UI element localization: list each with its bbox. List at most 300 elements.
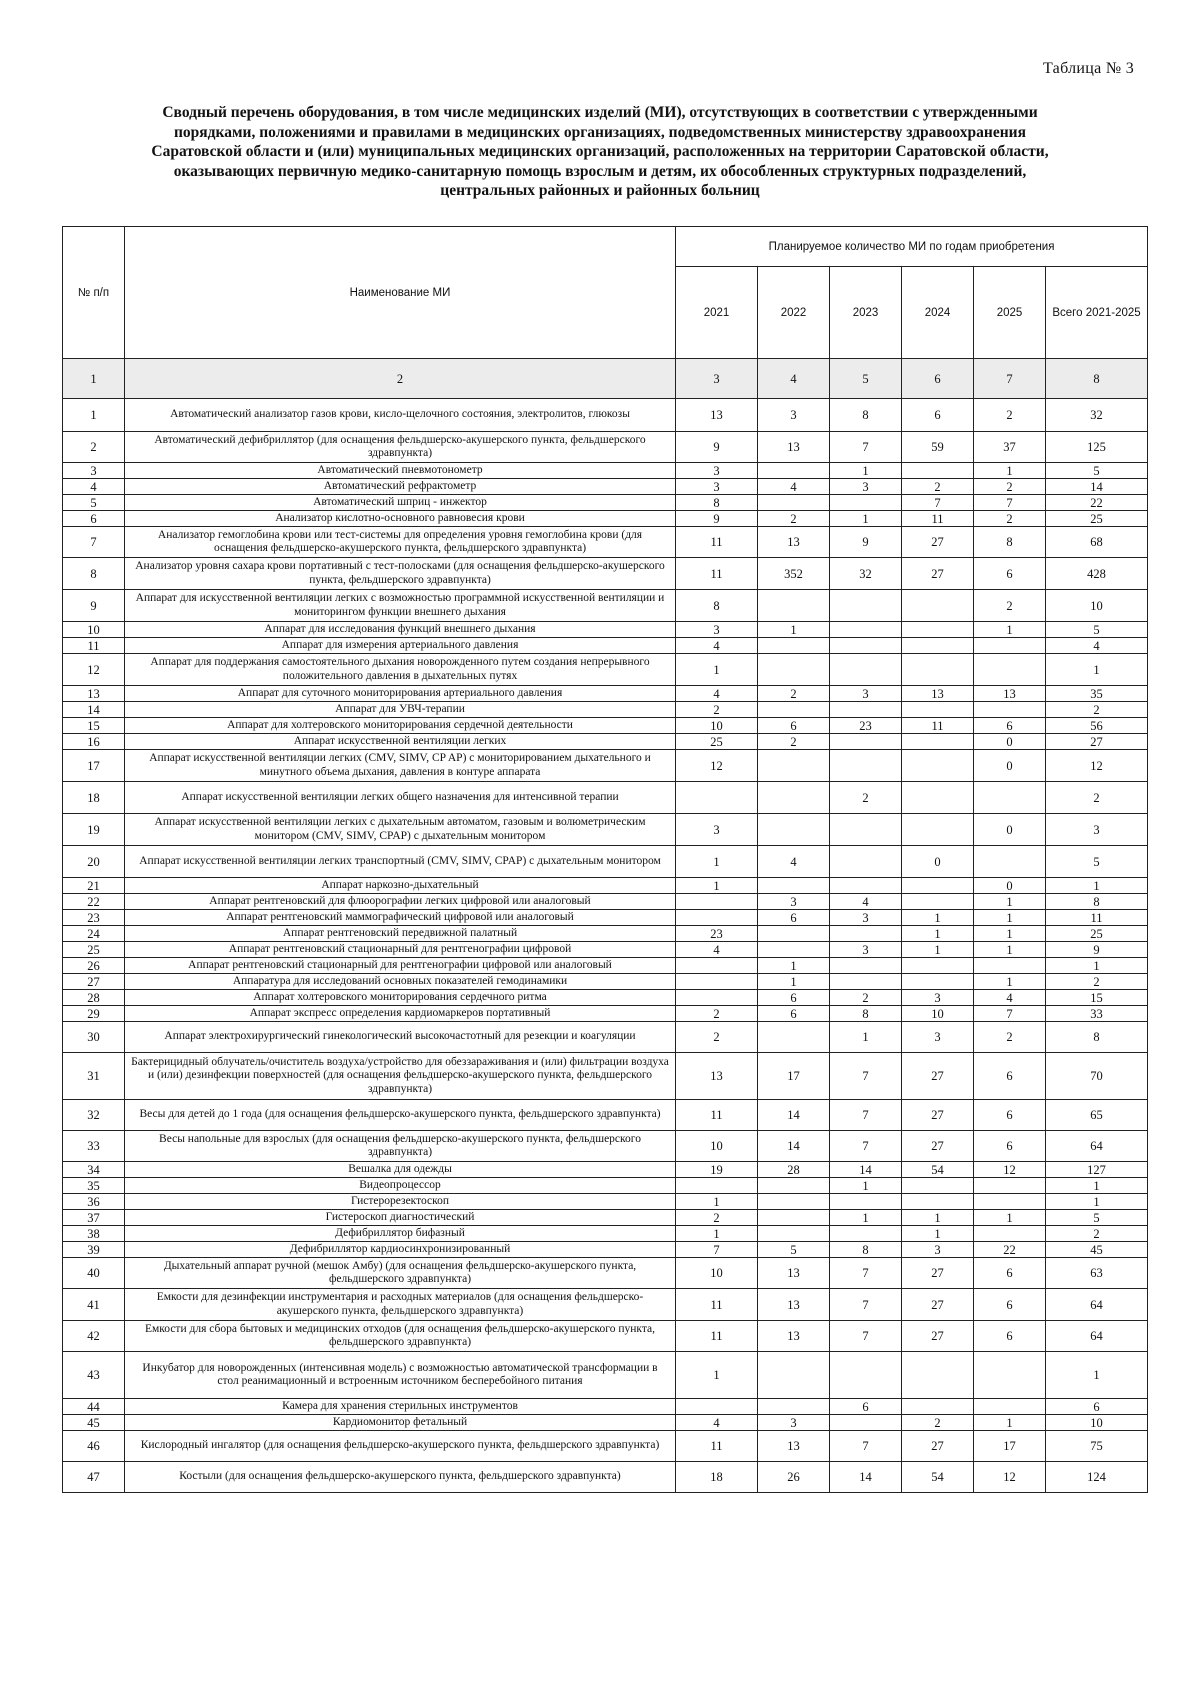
qty-2021: 4 [676,942,758,958]
qty-total: 75 [1046,1431,1148,1462]
qty-2022 [758,1194,830,1210]
qty-2024: 27 [902,1289,974,1321]
equipment-name: Аппарат для исследования функций внешнего дыхания [125,622,676,638]
qty-2023: 8 [830,1242,902,1258]
qty-2021: 11 [676,1321,758,1352]
equipment-name: Дыхательный аппарат ручной (мешок Амбу) (для оснащения фельдшерско-акушерского пункта, фельдшерского здравпункта) [125,1258,676,1289]
qty-2025: 37 [974,432,1046,463]
qty-2022 [758,702,830,718]
table-row [63,495,1148,511]
qty-2025: 2 [974,1022,1046,1053]
qty-2025: 0 [974,734,1046,750]
row-number: 19 [63,814,125,846]
qty-2025 [974,638,1046,654]
qty-total: 1 [1046,1352,1148,1399]
qty-total: 4 [1046,638,1148,654]
table-row [63,702,1148,718]
table-row [63,527,1148,558]
table-row [63,974,1148,990]
qty-2023: 8 [830,1006,902,1022]
row-number: 6 [63,511,125,527]
row-number: 13 [63,686,125,702]
equipment-name: Аппарат рентгеновский стационарный для рентгенографии цифровой или аналоговый [125,958,676,974]
qty-2021: 2 [676,1210,758,1226]
table-row [63,399,1148,432]
column-index: 1 [63,359,125,399]
qty-2021: 19 [676,1162,758,1178]
qty-2021: 1 [676,1194,758,1210]
table-row [63,463,1148,479]
qty-2021: 11 [676,527,758,558]
qty-2021: 10 [676,1131,758,1162]
qty-2022 [758,463,830,479]
qty-2024: 0 [902,846,974,878]
equipment-name: Автоматический анализатор газов крови, кисло-щелочного состояния, электролитов, глюкозы [125,399,676,432]
row-number: 36 [63,1194,125,1210]
table-row [63,750,1148,782]
qty-2022 [758,1352,830,1399]
table-row [63,878,1148,894]
row-number: 34 [63,1162,125,1178]
title-line: центральных районных и районных больниц [440,182,760,199]
qty-2024 [902,622,974,638]
qty-2023 [830,734,902,750]
equipment-name: Гистерорезектоскоп [125,1194,676,1210]
row-number: 16 [63,734,125,750]
qty-2021 [676,1178,758,1194]
row-number: 27 [63,974,125,990]
qty-2025: 4 [974,990,1046,1006]
qty-2024: 1 [902,910,974,926]
qty-total: 14 [1046,479,1148,495]
qty-2023 [830,926,902,942]
table-row [63,1226,1148,1242]
qty-2023: 7 [830,1431,902,1462]
qty-2021: 4 [676,1415,758,1431]
equipment-name: Аппарат искусственной вентиляции легких (CMV, SIMV, CP AP) с мониторированием дыхательного и минутного объема дыхания, давления в контуре аппарата [125,750,676,782]
qty-total: 8 [1046,894,1148,910]
qty-2024: 27 [902,1321,974,1352]
qty-total: 65 [1046,1100,1148,1131]
qty-2024: 3 [902,990,974,1006]
qty-2025: 7 [974,1006,1046,1022]
qty-2023 [830,622,902,638]
qty-2025 [974,702,1046,718]
title-line: оказывающих первичную медико-санитарную помощь взрослым и детям, их обособленных структурных подразделений, [173,162,1027,180]
qty-2021: 7 [676,1242,758,1258]
qty-total: 2 [1046,702,1148,718]
qty-2022: 5 [758,1242,830,1258]
title-line: порядками, положениями и правилами в медицинских организациях, подведомственных министерству здравоохранения [174,123,1026,141]
table-row [63,1352,1148,1399]
table-row [63,558,1148,590]
qty-2021: 11 [676,1289,758,1321]
column-index: 8 [1046,359,1148,399]
qty-total: 35 [1046,686,1148,702]
qty-2023 [830,1194,902,1210]
row-number: 29 [63,1006,125,1022]
qty-2025: 0 [974,878,1046,894]
qty-2023: 2 [830,990,902,1006]
equipment-name: Аппарат рентгеновский для флюорографии легких цифровой или аналоговый [125,894,676,910]
qty-total: 2 [1046,1226,1148,1242]
table-row [63,894,1148,910]
qty-2022 [758,926,830,942]
equipment-name: Аппарат экспресс определения кардиомаркеров портативный [125,1006,676,1022]
equipment-name: Аппарат искусственной вентиляции легких транспортный (CMV, SIMV, CPAP) с дыхательным монитором [125,846,676,878]
qty-total: 2 [1046,974,1148,990]
qty-total: 9 [1046,942,1148,958]
equipment-name: Видеопроцессор [125,1178,676,1194]
qty-2021: 10 [676,1258,758,1289]
row-number: 22 [63,894,125,910]
equipment-name: Анализатор уровня сахара крови портативный с тест-полосками (для оснащения фельдшерско-акушерского пункта, фельдшерского здравпункта) [125,558,676,590]
qty-2023: 3 [830,479,902,495]
equipment-name: Аппарат рентгеновский передвижной палатный [125,926,676,942]
table-row [63,1162,1148,1178]
qty-2025: 1 [974,894,1046,910]
qty-2022 [758,814,830,846]
equipment-name: Анализатор гемоглобина крови или тест-системы для определения уровня гемоглобина крови (для оснащения фельдшерско-акушерского пункта, фельдшерского здравпункта) [125,527,676,558]
qty-2023 [830,750,902,782]
equipment-name: Аппарат для УВЧ-терапии [125,702,676,718]
row-number: 31 [63,1053,125,1100]
column-index: 6 [902,359,974,399]
qty-2023: 7 [830,1053,902,1100]
qty-2025: 1 [974,1210,1046,1226]
qty-2024: 11 [902,511,974,527]
qty-2022: 6 [758,718,830,734]
row-number: 35 [63,1178,125,1194]
qty-2025: 2 [974,511,1046,527]
qty-2022 [758,1226,830,1242]
qty-2025 [974,1399,1046,1415]
qty-2022: 2 [758,686,830,702]
row-number: 30 [63,1022,125,1053]
row-number: 28 [63,990,125,1006]
table-row [63,1415,1148,1431]
qty-2024: 10 [902,1006,974,1022]
qty-2023 [830,495,902,511]
row-number: 33 [63,1131,125,1162]
row-number: 47 [63,1462,125,1493]
qty-total: 64 [1046,1131,1148,1162]
qty-total: 8 [1046,1022,1148,1053]
qty-total: 68 [1046,527,1148,558]
document-title [60,103,1140,201]
equipment-name: Дефибриллятор бифазный [125,1226,676,1242]
qty-2024 [902,1352,974,1399]
qty-2025: 22 [974,1242,1046,1258]
qty-2022 [758,782,830,814]
equipment-name: Аппарат рентгеновский стационарный для рентгенографии цифровой [125,942,676,958]
qty-2023: 1 [830,1210,902,1226]
row-number: 2 [63,432,125,463]
qty-2022: 1 [758,974,830,990]
equipment-name: Аппарат наркозно-дыхательный [125,878,676,894]
qty-total: 11 [1046,910,1148,926]
qty-2022: 17 [758,1053,830,1100]
qty-2024: 27 [902,527,974,558]
equipment-name: Автоматический дефибриллятор (для оснащения фельдшерско-акушерского пункта, фельдшерского здравпункта) [125,432,676,463]
equipment-name: Анализатор кислотно-основного равновесия крови [125,511,676,527]
qty-2021 [676,958,758,974]
row-number: 43 [63,1352,125,1399]
table-row [63,1289,1148,1321]
table-row [63,958,1148,974]
row-number: 9 [63,590,125,622]
qty-2023 [830,846,902,878]
qty-2022: 352 [758,558,830,590]
table-row [63,432,1148,463]
qty-2024 [902,638,974,654]
qty-2025: 1 [974,910,1046,926]
qty-2022 [758,878,830,894]
qty-total: 64 [1046,1321,1148,1352]
qty-2022: 13 [758,432,830,463]
table-row [63,814,1148,846]
row-number: 46 [63,1431,125,1462]
qty-2023 [830,974,902,990]
qty-total: 70 [1046,1053,1148,1100]
qty-2025: 6 [974,1053,1046,1100]
qty-2023: 3 [830,942,902,958]
qty-2023: 6 [830,1399,902,1415]
header-group: Планируемое количество МИ по годам приобретения [676,227,1148,267]
qty-2023: 32 [830,558,902,590]
qty-2025: 2 [974,399,1046,432]
qty-2022: 3 [758,894,830,910]
qty-2025: 6 [974,1131,1046,1162]
row-number: 14 [63,702,125,718]
qty-2025 [974,1194,1046,1210]
qty-2021 [676,974,758,990]
qty-2021: 2 [676,702,758,718]
qty-2022: 13 [758,1258,830,1289]
qty-2023: 7 [830,1289,902,1321]
row-number: 45 [63,1415,125,1431]
qty-2021 [676,910,758,926]
qty-2023 [830,654,902,686]
qty-2022 [758,1178,830,1194]
qty-2021: 8 [676,590,758,622]
qty-2024: 27 [902,558,974,590]
table-row [63,1100,1148,1131]
qty-total: 3 [1046,814,1148,846]
qty-2022: 13 [758,1289,830,1321]
row-number: 20 [63,846,125,878]
row-number: 12 [63,654,125,686]
qty-total: 63 [1046,1258,1148,1289]
column-index: 2 [125,359,676,399]
qty-2021: 4 [676,638,758,654]
qty-total: 1 [1046,1194,1148,1210]
equipment-table [62,226,1148,1493]
qty-2025: 8 [974,527,1046,558]
qty-2022: 4 [758,846,830,878]
qty-2024 [902,974,974,990]
qty-2024 [902,654,974,686]
qty-2023: 7 [830,1321,902,1352]
equipment-name: Аппарат рентгеновский маммографический цифровой или аналоговый [125,910,676,926]
column-index: 7 [974,359,1046,399]
qty-2022: 3 [758,399,830,432]
qty-2023: 1 [830,1022,902,1053]
header-year: 2024 [902,267,974,359]
qty-2024: 2 [902,479,974,495]
qty-total: 6 [1046,1399,1148,1415]
qty-2021: 9 [676,432,758,463]
equipment-name: Автоматический шприц - инжектор [125,495,676,511]
equipment-name: Аппарат для суточного мониторирования артериального давления [125,686,676,702]
qty-2021: 8 [676,495,758,511]
qty-total: 127 [1046,1162,1148,1178]
qty-2022: 14 [758,1100,830,1131]
qty-2025: 2 [974,590,1046,622]
qty-2023: 7 [830,1258,902,1289]
qty-2024: 1 [902,942,974,958]
qty-2025 [974,1178,1046,1194]
qty-2021: 3 [676,479,758,495]
column-index: 5 [830,359,902,399]
qty-2024 [902,702,974,718]
row-number: 17 [63,750,125,782]
qty-2025: 6 [974,558,1046,590]
qty-2024: 2 [902,1415,974,1431]
equipment-name: Аппарат для измерения артериального давления [125,638,676,654]
qty-total: 5 [1046,1210,1148,1226]
table-row [63,622,1148,638]
qty-2025: 2 [974,479,1046,495]
qty-2024: 59 [902,432,974,463]
row-number: 15 [63,718,125,734]
qty-total: 25 [1046,511,1148,527]
table-row [63,1131,1148,1162]
qty-2023: 7 [830,432,902,463]
equipment-name: Аппарат искусственной вентиляции легких с дыхательным автоматом, газовым и волюметрическим монитором (CMV, SIMV, CPAP) с дыхательным монитором [125,814,676,846]
qty-2021: 1 [676,846,758,878]
qty-2024 [902,590,974,622]
qty-2023: 9 [830,527,902,558]
equipment-name: Аппарат холтеровского мониторирования сердечного ритма [125,990,676,1006]
qty-2025: 6 [974,1321,1046,1352]
qty-2022 [758,590,830,622]
table-row [63,910,1148,926]
equipment-name: Автоматический пневмотонометр [125,463,676,479]
qty-2024: 3 [902,1022,974,1053]
qty-2023: 8 [830,399,902,432]
qty-2025: 6 [974,1289,1046,1321]
qty-2024: 1 [902,1226,974,1242]
equipment-name: Аппарат искусственной вентиляции легких общего назначения для интенсивной терапии [125,782,676,814]
equipment-name: Емкости для дезинфекции инструментария и расходных материалов (для оснащения фельдшерско-акушерского пункта, фельдшерского здравпункта) [125,1289,676,1321]
table-row [63,734,1148,750]
table-row [63,1022,1148,1053]
table-row [63,511,1148,527]
qty-total: 45 [1046,1242,1148,1258]
qty-2021: 12 [676,750,758,782]
qty-2024 [902,734,974,750]
qty-2022: 3 [758,1415,830,1431]
row-number: 3 [63,463,125,479]
qty-2024: 27 [902,1258,974,1289]
row-number: 39 [63,1242,125,1258]
qty-2025: 6 [974,718,1046,734]
table-row [63,1258,1148,1289]
qty-2024 [902,958,974,974]
table-row [63,718,1148,734]
table-row [63,990,1148,1006]
qty-total: 33 [1046,1006,1148,1022]
table-row [63,1178,1148,1194]
qty-2023: 2 [830,782,902,814]
equipment-name: Костыли (для оснащения фельдшерско-акушерского пункта, фельдшерского здравпункта) [125,1462,676,1493]
qty-total: 15 [1046,990,1148,1006]
qty-total: 56 [1046,718,1148,734]
equipment-name: Весы напольные для взрослых (для оснащения фельдшерско-акушерского пункта, фельдшерского здравпункта) [125,1131,676,1162]
row-number: 24 [63,926,125,942]
qty-total: 5 [1046,463,1148,479]
header-num: № п/п [63,227,125,359]
qty-total: 12 [1046,750,1148,782]
qty-2021: 13 [676,1053,758,1100]
header-year: 2021 [676,267,758,359]
table-row [63,1194,1148,1210]
equipment-name: Камера для хранения стерильных инструментов [125,1399,676,1415]
row-number: 4 [63,479,125,495]
qty-2025: 1 [974,942,1046,958]
row-number: 10 [63,622,125,638]
qty-2023: 3 [830,686,902,702]
qty-2024: 13 [902,686,974,702]
qty-total: 1 [1046,878,1148,894]
qty-2021: 4 [676,686,758,702]
qty-2022 [758,1022,830,1053]
row-number: 42 [63,1321,125,1352]
row-number: 23 [63,910,125,926]
table-row [63,1431,1148,1462]
qty-2021: 1 [676,1226,758,1242]
qty-2021: 1 [676,878,758,894]
qty-2022: 4 [758,479,830,495]
qty-2023 [830,638,902,654]
qty-total: 1 [1046,958,1148,974]
equipment-name: Кардиомонитор фетальный [125,1415,676,1431]
table-row [63,942,1148,958]
qty-2025: 1 [974,926,1046,942]
qty-2024: 27 [902,1131,974,1162]
qty-2025: 0 [974,814,1046,846]
qty-2023 [830,1352,902,1399]
row-number: 41 [63,1289,125,1321]
row-number: 7 [63,527,125,558]
qty-2025: 6 [974,1258,1046,1289]
table-row [63,638,1148,654]
qty-2023 [830,1415,902,1431]
table-row [63,1321,1148,1352]
qty-2021: 3 [676,622,758,638]
qty-2022 [758,495,830,511]
row-number: 44 [63,1399,125,1415]
qty-2025: 6 [974,1100,1046,1131]
row-number: 1 [63,399,125,432]
qty-total: 1 [1046,1178,1148,1194]
qty-2025 [974,958,1046,974]
qty-2021: 11 [676,1100,758,1131]
row-number: 25 [63,942,125,958]
qty-2025 [974,1352,1046,1399]
qty-2025: 7 [974,495,1046,511]
